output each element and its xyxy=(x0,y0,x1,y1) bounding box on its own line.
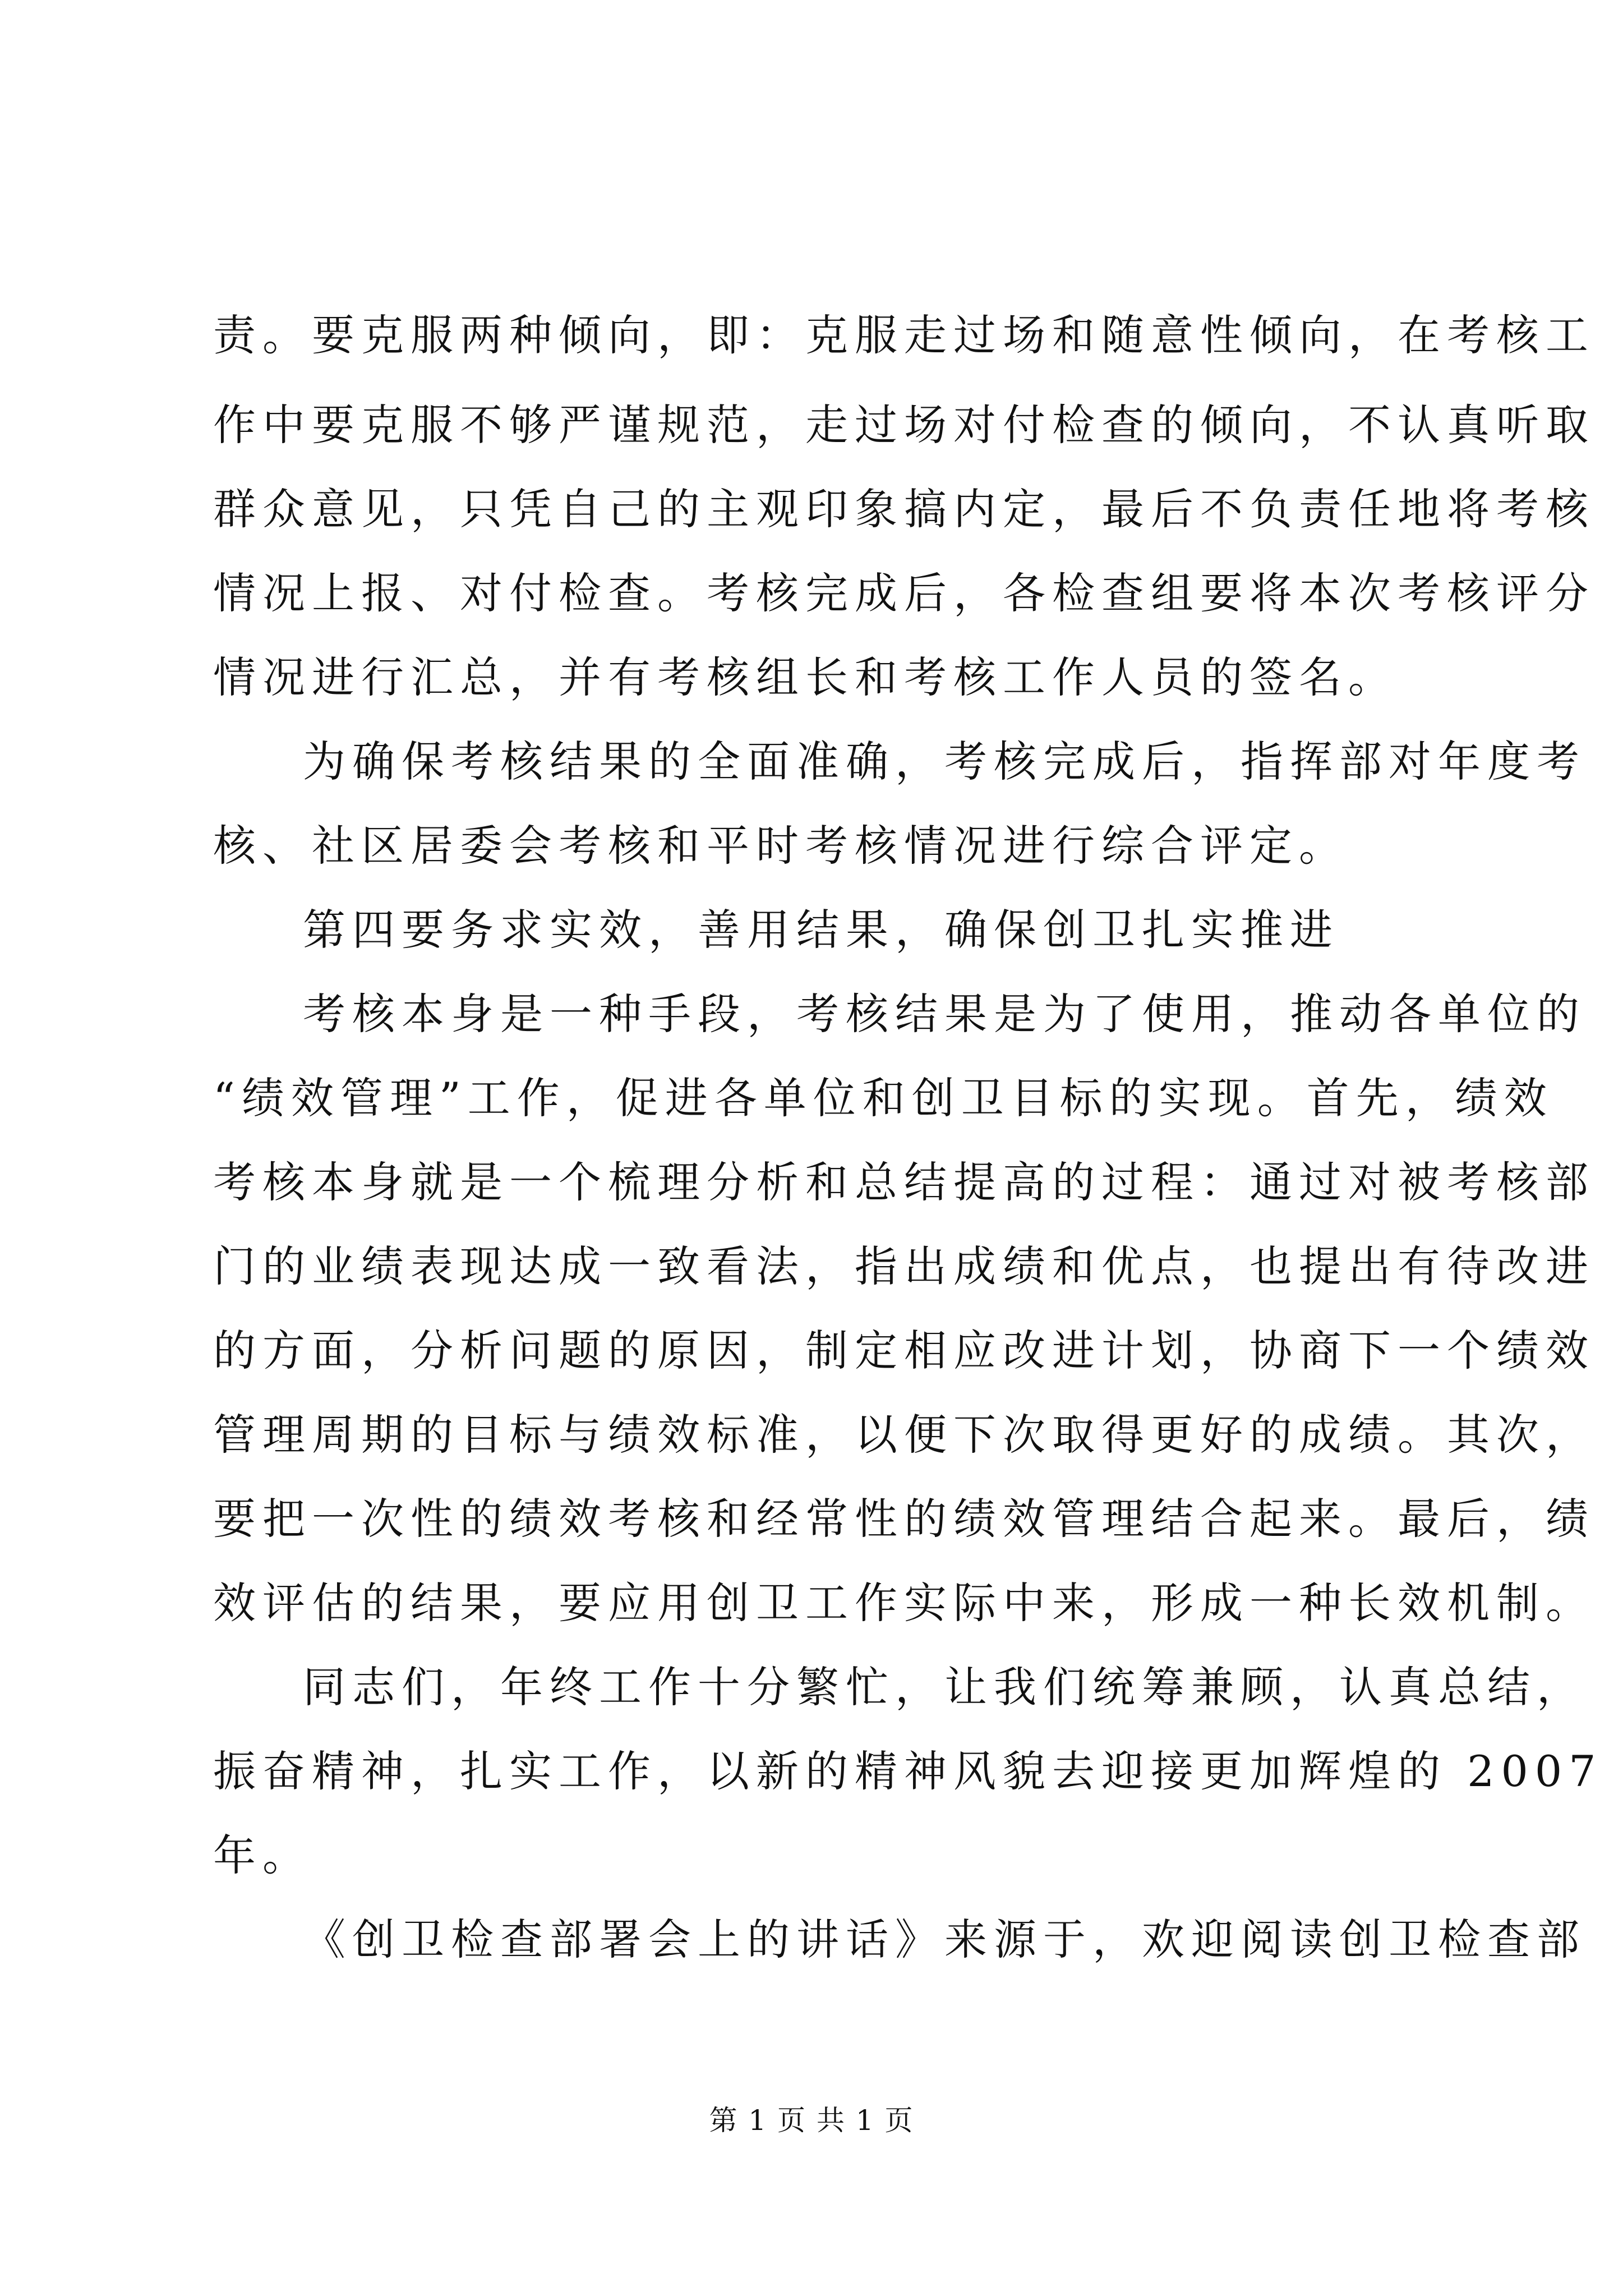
body-line: 核、社区居委会考核和平时考核情况进行综合评定。 xyxy=(213,821,1348,871)
body-line: 的方面，分析问题的原因，制定相应改进计划，协商下一个绩效 xyxy=(213,1326,1595,1375)
body-line: 门的业绩表现达成一致看法，指出成绩和优点，也提出有待改进 xyxy=(213,1241,1595,1291)
paragraph-first-line: 同志们，年终工作十分繁忙，让我们统筹兼顾，认真总结， xyxy=(303,1662,1586,1712)
body-line: 考核本身就是一个梳理分析和总结提高的过程：通过对被考核部 xyxy=(213,1157,1595,1207)
paragraph-first-line: 为确保考核结果的全面准确，考核完成后，指挥部对年度考 xyxy=(303,737,1586,786)
body-line: 管理周期的目标与绩效标准，以便下次取得更好的成绩。其次， xyxy=(213,1410,1595,1460)
body-line: “绩效管理”工作，促进各单位和创卫目标的实现。首先，绩效 xyxy=(213,1073,1553,1123)
paragraph-first-line: 《创卫检查部署会上的讲话》来源于，欢迎阅读创卫检查部 xyxy=(303,1915,1586,1964)
body-line: 作中要克服不够严谨规范，走过场对付检查的倾向，不认真听取 xyxy=(213,400,1595,450)
body-line: 振奋精神，扎实工作，以新的精神风貌去迎接更加辉煌的 2007 xyxy=(213,1746,1603,1796)
body-line: 情况进行汇总，并有考核组长和考核工作人员的签名。 xyxy=(213,652,1398,702)
body-line: 要把一次性的绩效考核和经常性的绩效管理结合起来。最后，绩 xyxy=(213,1494,1595,1544)
body-line: 效评估的结果，要应用创卫工作实际中来，形成一种长效机制。 xyxy=(213,1578,1595,1628)
paragraph-first-line: 考核本身是一种手段，考核结果是为了使用，推动各单位的 xyxy=(303,989,1586,1039)
page-number-footer: 第 1 页 共 1 页 xyxy=(709,2104,914,2137)
section-heading: 第四要务求实效，善用结果，确保创卫扎实推进 xyxy=(303,905,1339,955)
body-line: 群众意见，只凭自己的主观印象搞内定，最后不负责任地将考核 xyxy=(213,484,1595,534)
body-line: 年。 xyxy=(213,1830,312,1880)
body-line: 情况上报、对付检查。考核完成后，各检查组要将本次考核评分 xyxy=(213,568,1595,618)
body-line: 责。要克服两种倾向，即：克服走过场和随意性倾向，在考核工 xyxy=(213,310,1595,360)
